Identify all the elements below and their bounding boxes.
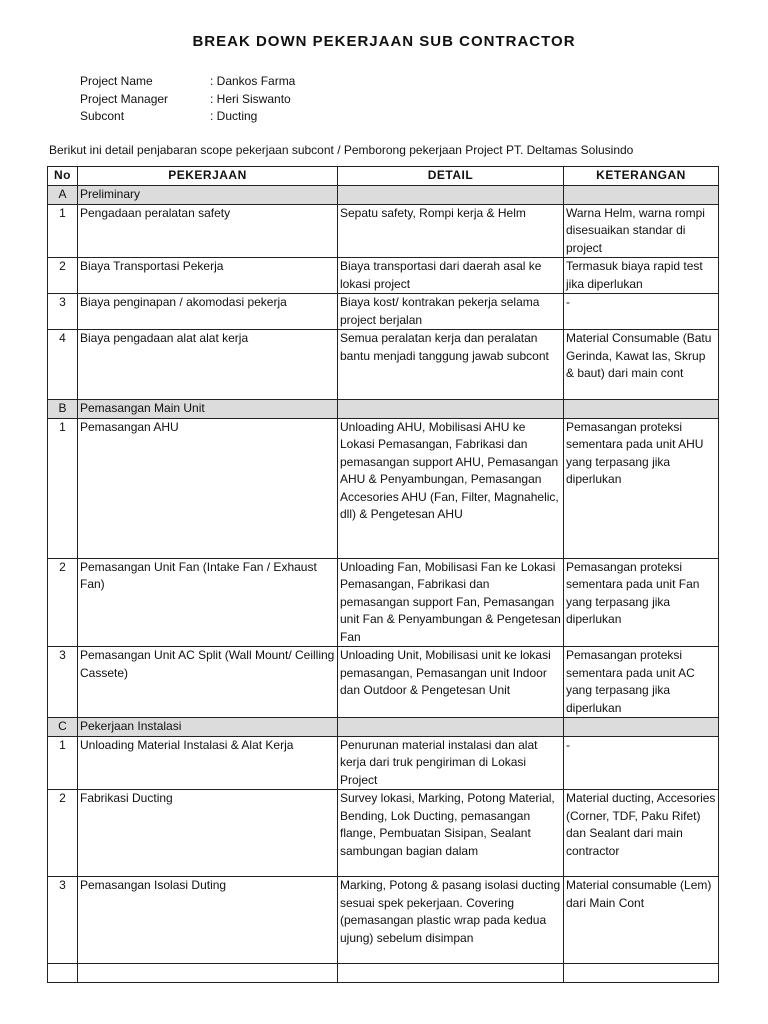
cell-keterangan: - [564,294,719,330]
cell-pekerjaan: Biaya penginapan / akomodasi pekerja [78,294,338,330]
table-row [48,736,719,790]
empty-cell [564,964,719,983]
project-name-label: Project Name [80,74,153,88]
cell-no: 1 [48,418,78,558]
intro-text: Berikut ini detail penjabaran scope pekerjaan subcont / Pemborong pekerjaan Project PT. Deltamas Solusindo [49,143,634,157]
cell-keterangan [564,400,719,419]
table-row [48,790,719,877]
cell-detail [338,186,564,205]
cell-no: 3 [48,877,78,964]
project-info [80,73,295,126]
cell-keterangan: Pemasangan proteksi sementara pada unit AHU yang terpasang jika diperlukan [564,418,719,558]
cell-keterangan: Pemasangan proteksi sementara pada unit Fan yang terpasang jika diperlukan [564,558,719,647]
cell-no: 3 [48,647,78,718]
empty-cell [338,964,564,983]
cell-no: 4 [48,330,78,400]
cell-pekerjaan: Biaya Transportasi Pekerja [78,258,338,294]
cell-detail: Survey lokasi, Marking, Potong Material, Bending, Lok Ducting, pemasangan flange, Pembuatan Sisipan, Sealant sambungan bagian dalam [338,790,564,877]
subcont-row [80,108,295,126]
table-row [48,418,719,558]
section-row [48,186,719,205]
table-header-row [48,167,719,186]
cell-no: B [48,400,78,419]
cell-pekerjaan: Pemasangan Isolasi Duting [78,877,338,964]
cell-pekerjaan: Pemasangan AHU [78,418,338,558]
cell-no: 2 [48,258,78,294]
table-row [48,558,719,647]
column-header-detail: DETAIL [338,167,564,186]
document-title: BREAK DOWN PEKERJAAN SUB CONTRACTOR [192,33,576,50]
section-row [48,718,719,737]
table-row [48,330,719,400]
cell-pekerjaan: Pengadaan peralatan safety [78,204,338,258]
empty-cell [78,964,338,983]
cell-detail: Unloading AHU, Mobilisasi AHU ke Lokasi Pemasangan, Fabrikasi dan pemasangan support AHU, Pemasangan AHU & Penyambungan, Pemasangan Accesories AHU (Fan, Filter, Magnahelic, dll) & Pengetesan AHU [338,418,564,558]
subcont-label: Subcont [80,109,125,123]
cell-keterangan: - [564,736,719,790]
project-name-row [80,73,295,91]
cell-pekerjaan: Pemasangan Main Unit [78,400,338,419]
project-name-value: : Dankos Farma [210,74,296,88]
cell-keterangan: Warna Helm, warna rompi disesuaikan standar di project [564,204,719,258]
table-row [48,258,719,294]
cell-detail: Semua peralatan kerja dan peralatan bantu menjadi tanggung jawab subcont [338,330,564,400]
cell-detail: Unloading Fan, Mobilisasi Fan ke Lokasi Pemasangan, Fabrikasi dan pemasangan support Fan, Pemasangan unit Fan & Penyambungan & Pengetesan Fan [338,558,564,647]
cell-keterangan [564,186,719,205]
project-manager-label: Project Manager [80,91,169,106]
cell-pekerjaan: Unloading Material Instalasi & Alat Kerja [78,736,338,790]
cell-no: C [48,718,78,737]
cell-detail: Biaya kost/ kontrakan pekerja selama project berjalan [338,294,564,330]
cell-detail: Biaya transportasi dari daerah asal ke lokasi project [338,258,564,294]
cell-detail: Sepatu safety, Rompi kerja & Helm [338,204,564,258]
table-row [48,204,719,258]
section-row [48,400,719,419]
table-row [48,294,719,330]
column-header-keterangan: KETERANGAN [564,167,719,186]
cell-no: 2 [48,790,78,877]
column-header-pekerjaan: PEKERJAAN [78,167,338,186]
cell-pekerjaan: Biaya pengadaan alat alat kerja [78,330,338,400]
cell-keterangan: Material consumable (Lem) dari Main Cont [564,877,719,964]
cell-no: 1 [48,204,78,258]
table-row [48,647,719,718]
subcont-value: : Ducting [210,109,258,123]
cell-pekerjaan: Preliminary [78,186,338,205]
cell-no: A [48,186,78,205]
cell-pekerjaan: Pemasangan Unit AC Split (Wall Mount/ Ceilling Cassete) [78,647,338,718]
table-row [48,877,719,964]
cell-detail [338,718,564,737]
project-manager-row [80,91,295,109]
empty-cell [48,964,78,983]
project-manager-value: : Heri Siswanto [210,91,291,106]
cell-detail: Marking, Potong & pasang isolasi ducting sesuai spek pekerjaan. Covering (pemasangan plastic wrap pada kedua ujung) sebelum disimpan [338,877,564,964]
cell-no: 2 [48,558,78,647]
cell-pekerjaan: Pemasangan Unit Fan (Intake Fan / Exhaust Fan) [78,558,338,647]
empty-row [48,964,719,983]
cell-keterangan [564,718,719,737]
cell-no: 1 [48,736,78,790]
cell-keterangan: Pemasangan proteksi sementara pada unit AC yang terpasang jika diperlukan [564,647,719,718]
scope-table [47,166,719,983]
column-header-no: No [48,167,78,186]
cell-no: 3 [48,294,78,330]
cell-detail [338,400,564,419]
cell-detail: Penurunan material instalasi dan alat kerja dari truk pengiriman di Lokasi Project [338,736,564,790]
cell-pekerjaan: Fabrikasi Ducting [78,790,338,877]
cell-keterangan: Material ducting, Accesories (Corner, TDF, Paku Rifet) dan Sealant dari main contractor [564,790,719,877]
cell-pekerjaan: Pekerjaan Instalasi [78,718,338,737]
cell-keterangan: Material Consumable (Batu Gerinda, Kawat las, Skrup & baut) dari main cont [564,330,719,400]
cell-keterangan: Termasuk biaya rapid test jika diperlukan [564,258,719,294]
cell-detail: Unloading Unit, Mobilisasi unit ke lokasi pemasangan, Pemasangan unit Indoor dan Outdoor & Pengetesan Unit [338,647,564,718]
